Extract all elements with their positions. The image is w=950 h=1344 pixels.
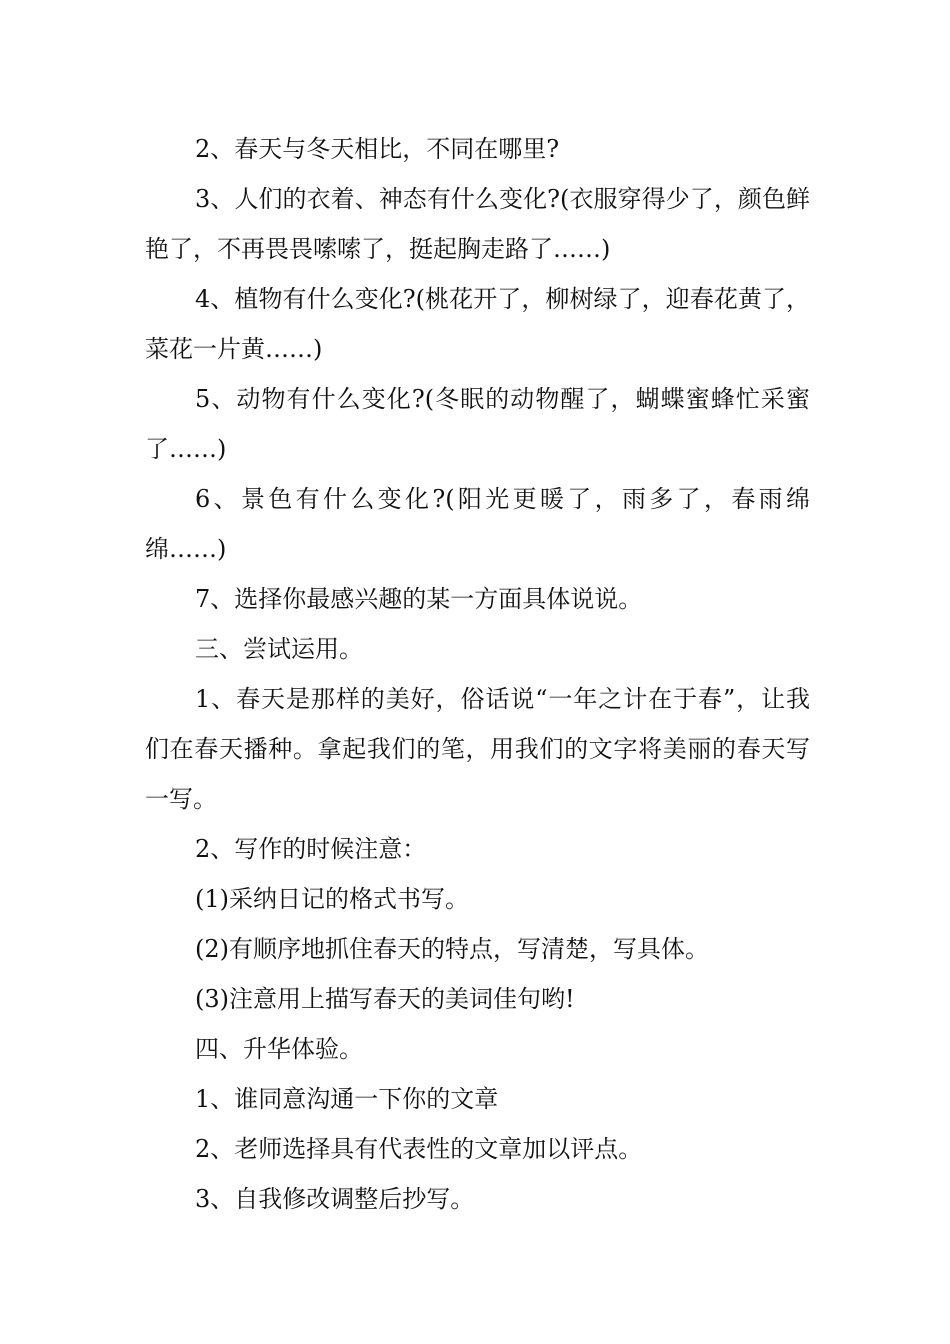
list-item-diary-format: (1)采纳日记的格式书写。 [195, 885, 469, 913]
paragraph-clothing-changes: 3、人们的衣着、神态有什么变化?(衣服穿得少了，颜色鲜艳了，不再畏畏嗦嗦了，挺起胸走路了……) [145, 185, 810, 263]
paragraph-compare-winter: 2、春天与冬天相比，不同在哪里? [195, 135, 560, 163]
paragraph-scenery-changes: 6、景色有什么变化?(阳光更暖了，雨多了，春雨绵绵……) [145, 485, 810, 563]
paragraph-choose-topic: 7、选择你最感兴趣的某一方面具体说说。 [195, 585, 643, 613]
paragraph-share-article: 1、谁同意沟通一下你的文章 [195, 1085, 499, 1113]
list-item-order-features: (2)有顺序地抓住春天的特点，写清楚，写具体。 [195, 935, 709, 963]
paragraph-write-spring: 1、春天是那样的美好，俗话说“一年之计在于春”，让我们在春天播种。拿起我们的笔，用我们的文字将美丽的春天写一写。 [145, 685, 810, 813]
paragraph-writing-notes: 2、写作的时候注意： [195, 835, 427, 863]
paragraph-animal-changes: 5、动物有什么变化?(冬眠的动物醒了，蝴蝶蜜蜂忙采蜜了……) [145, 385, 810, 463]
paragraph-revise-copy: 3、自我修改调整后抄写。 [195, 1185, 475, 1213]
document-body [145, 124, 810, 1224]
paragraph-teacher-review: 2、老师选择具有代表性的文章加以评点。 [195, 1135, 643, 1163]
list-item-good-phrases: (3)注意用上描写春天的美词佳句哟! [195, 985, 575, 1013]
section-heading-sublimate: 四、升华体验。 [195, 1035, 363, 1063]
paragraph-plant-changes: 4、植物有什么变化?(桃花开了，柳树绿了，迎春花黄了，菜花一片黄……) [145, 285, 810, 363]
section-heading-try-apply: 三、尝试运用。 [195, 635, 363, 663]
